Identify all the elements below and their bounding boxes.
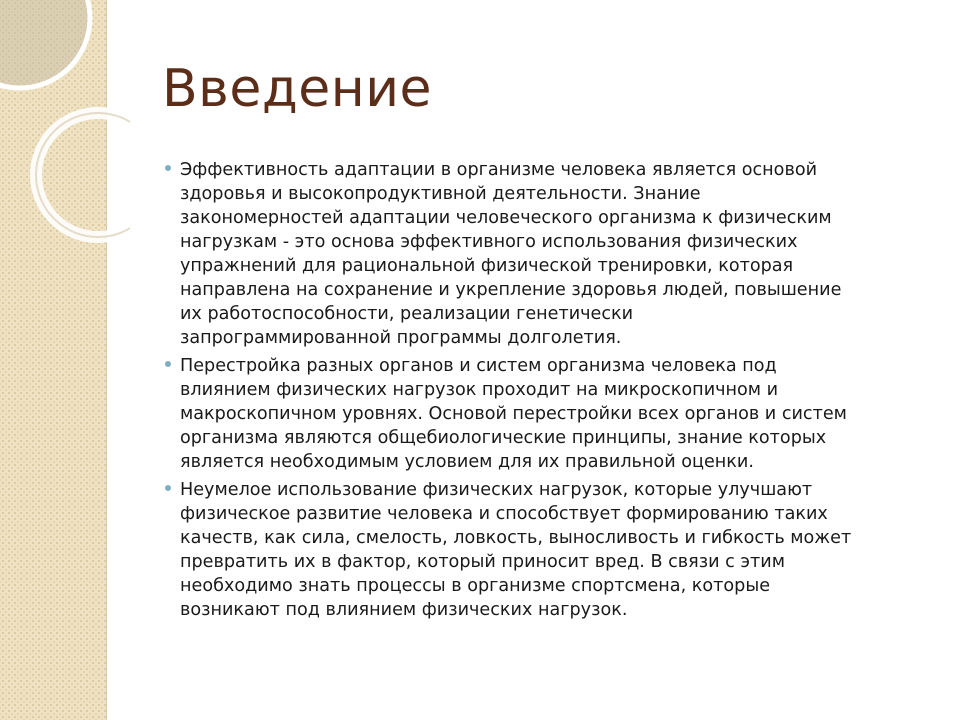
bullet-line: запрограммированной программы долголетия. xyxy=(180,328,622,348)
decorative-circles xyxy=(0,0,130,260)
bullet-line: направлена на сохранение и укрепление здоровья людей, повышение xyxy=(180,280,842,300)
bullet-line: качеств, как сила, смелость, ловкость, выносливость и гибкость может xyxy=(180,528,852,548)
bullet-line: здоровья и высокопродуктивной деятельности. Знание xyxy=(180,184,701,204)
bullet-line: является необходимым условием для их правильной оценки. xyxy=(180,452,754,472)
bullet-line: упражнений для рациональной физической тренировки, которая xyxy=(180,256,794,276)
slide-title: Введение xyxy=(162,59,433,119)
bullet-list xyxy=(162,158,942,626)
bullet-line: закономерностей адаптации человеческого организма к физическим xyxy=(180,208,832,228)
bullet-line: Эффективность адаптации в организме человека является основой xyxy=(180,160,818,180)
bullet-dot-icon xyxy=(165,165,171,171)
bullet-line: их работоспособности, реализации генетически xyxy=(180,304,634,324)
bullet-item xyxy=(162,478,942,622)
bullet-line: нагрузкам - это основа эффективного использования физических xyxy=(180,232,798,252)
bullet-item xyxy=(162,354,942,474)
bullet-dot-icon xyxy=(165,361,171,367)
bullet-line: макроскопичном уровнях. Основой перестройки всех органов и систем xyxy=(180,404,847,424)
bullet-line: превратить их в фактор, который приносит вред. В связи с этим xyxy=(180,552,785,572)
bullet-line: Неумелое использование физических нагрузок, которые улучшают xyxy=(180,480,813,500)
bullet-line: необходимо знать процессы в организме спортсмена, которые xyxy=(180,576,771,596)
bullet-item xyxy=(162,158,942,350)
bullet-line: Перестройка разных органов и систем организма человека под xyxy=(180,356,777,376)
bullet-dot-icon xyxy=(165,485,171,491)
bullet-line: физическое развитие человека и способствует формированию таких xyxy=(180,504,828,524)
bullet-line: влиянием физических нагрузок проходит на микроскопичном и xyxy=(180,380,779,400)
bullet-line: организма являются общебиологические принципы, знание которых xyxy=(180,428,827,448)
bullet-line: возникают под влиянием физических нагрузок. xyxy=(180,600,628,620)
